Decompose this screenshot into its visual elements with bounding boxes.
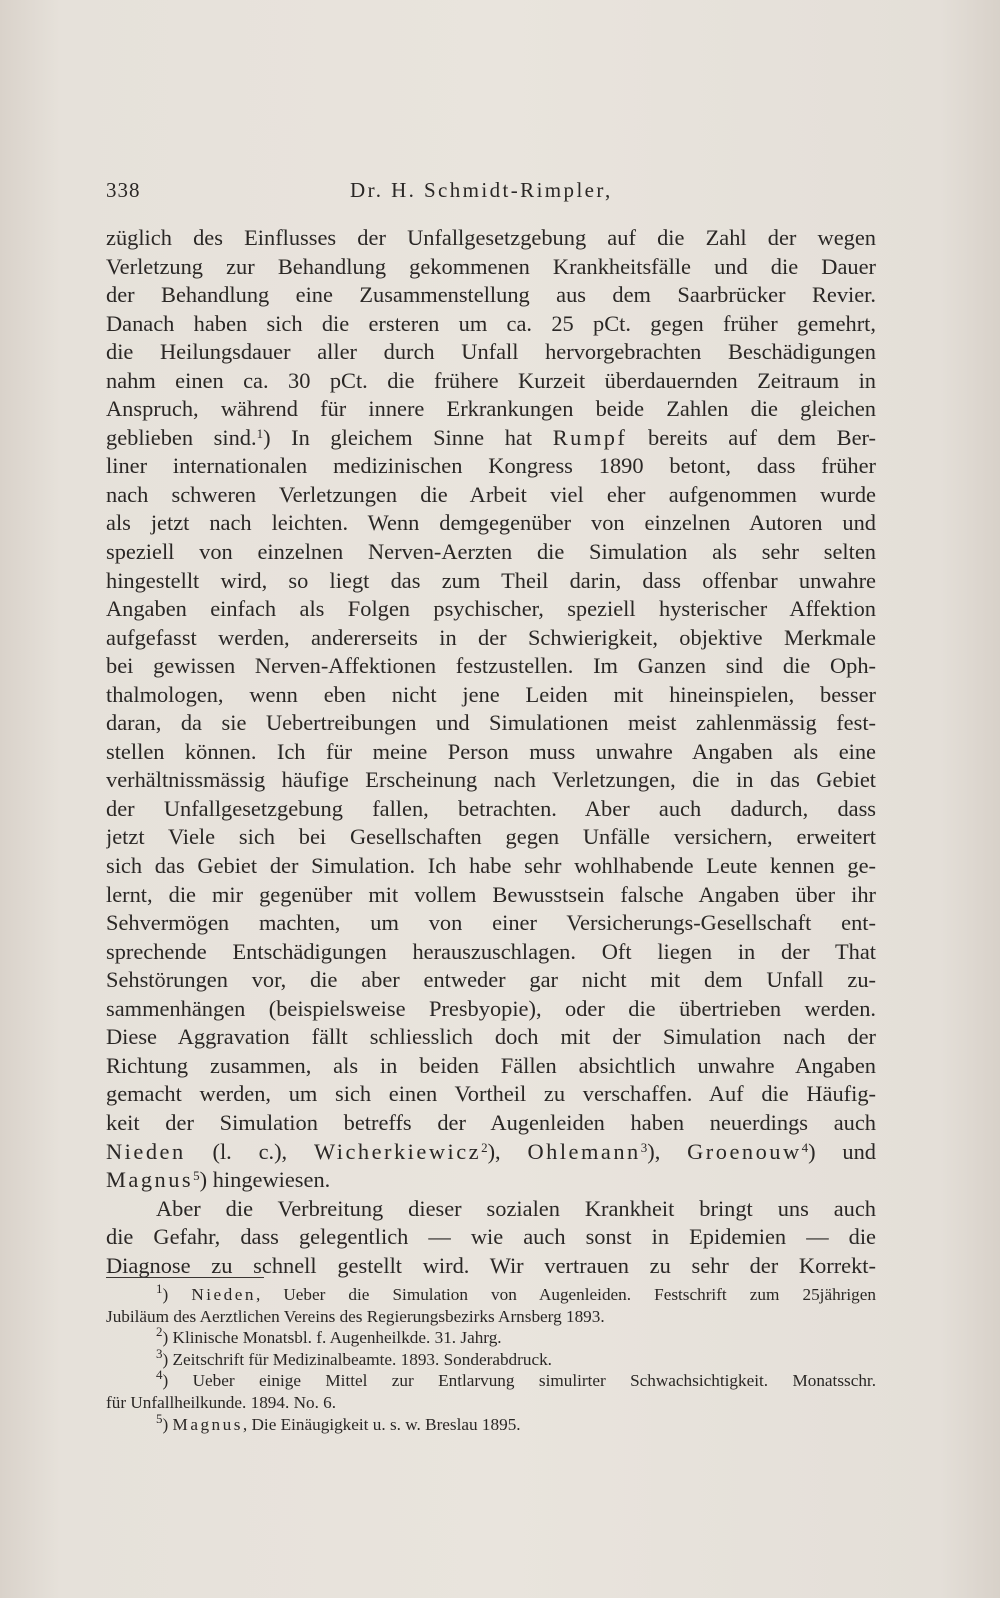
footnote-ref: 4	[801, 1139, 809, 1155]
text-line: speziell von einzelnen Nerven-Aerzten die Simulation als sehr selten	[106, 539, 876, 565]
footnote: $^1$) Nieden, Ueber die Simulation von Augenleiden. Festschrift zum 25jährigen	[156, 1284, 876, 1304]
person-name: Rumpf	[552, 424, 628, 450]
text-line: Diagnose zu schnell gestellt wird. Wir vertrauen zu sehr der Korrekt-	[106, 1252, 876, 1278]
text-line: lernt, die mir gegenüber mit vollem Bewusstsein falsche Angaben über ihr	[106, 881, 876, 907]
text-line: jetzt Viele sich bei Gesellschaften gegen Unfälle versichern, erweitert	[106, 824, 876, 850]
text-line: Diese Aggravation fällt schliesslich doch mit der Simulation nach der	[106, 1024, 876, 1050]
text-line: nach schweren Verletzungen die Arbeit viel eher aufgenommen wurde	[106, 481, 876, 507]
text-line: als jetzt nach leichten. Wenn demgegenüber von einzelnen Autoren und	[106, 510, 876, 536]
footnote: $^4$) Ueber einige Mittel zur Entlarvung simulirter Schwachsichtigkeit. Monatsschr.	[156, 1370, 876, 1391]
person-name: Ohlemann	[527, 1138, 641, 1164]
text-line: Nieden (l. c.), Wicherkiewicz$^2$), Ohlemann$^3$), Groenouw$^4$) und	[106, 1138, 876, 1164]
text-line: stellen können. Ich für meine Person muss unwahre Angaben als eine	[106, 738, 876, 764]
text-line: keit der Simulation betreffs der Augenleiden haben neuerdings auch	[106, 1109, 876, 1135]
text-line: Magnus$^5$) hingewiesen.	[106, 1167, 331, 1193]
footnotes	[106, 1284, 876, 1435]
footnote-ref: 3	[640, 1139, 648, 1155]
text-line: gemacht werden, um sich einen Vortheil zu verschaffen. Auf die Häufig-	[106, 1081, 876, 1107]
text-line: sprechende Entschädigungen herauszuschlagen. Oft liegen in der That	[106, 938, 876, 964]
text-line: bei gewissen Nerven-Affektionen festzustellen. Im Ganzen sind die Oph-	[106, 653, 876, 679]
page-header	[106, 178, 876, 210]
text-line: der Unfallgesetzgebung fallen, betrachten. Aber auch dadurch, dass	[106, 795, 876, 821]
text-line: der Behandlung eine Zusammenstellung aus dem Saarbrücker Revier.	[106, 282, 876, 308]
text-line: thalmologen, wenn eben nicht jene Leiden mit hineinspielen, besser	[106, 681, 876, 707]
person-name: Magnus	[172, 1414, 243, 1434]
footnote-ref: 1	[256, 425, 264, 441]
person-name: Nieden	[191, 1285, 256, 1304]
footnote: für Unfallheilkunde. 1894. No. 6.	[106, 1392, 337, 1412]
text-line: aufgefasst werden, andererseits in der Schwierigkeit, objektive Merkmale	[106, 624, 876, 650]
text-line: sammenhängen (beispielsweise Presbyopie), oder die übertrieben werden.	[106, 995, 876, 1021]
text-line: Angaben einfach als Folgen psychischer, speziell hysterischer Affektion	[106, 596, 876, 622]
footnote: Jubiläum des Aerztlichen Vereins des Regierungsbezirks Arnsberg 1893.	[106, 1306, 605, 1326]
text-line: nahm einen ca. 30 pCt. die frühere Kurzeit überdauernden Zeitraum in	[106, 367, 876, 393]
text-line: die Heilungsdauer aller durch Unfall hervorgebrachten Beschädigungen	[106, 339, 876, 365]
text-line: Anspruch, während für innere Erkrankungen beide Zahlen die gleichen	[106, 396, 876, 422]
person-name: Magnus	[106, 1167, 194, 1193]
footnote: $^5$) Magnus, Die Einäugigkeit u. s. w. Breslau 1895.	[156, 1413, 521, 1434]
text-line: Richtung zusammen, als in beiden Fällen absichtlich unwahre Angaben	[106, 1052, 876, 1078]
person-name: Wicherkiewicz	[313, 1138, 482, 1164]
text-line: die Gefahr, dass gelegentlich — wie auch sonst in Epidemien — die	[106, 1224, 876, 1250]
person-name: Groenouw	[687, 1138, 802, 1164]
text-line: liner internationalen medizinischen Kongress 1890 betont, dass früher	[106, 453, 876, 479]
footnote-ref: 5	[193, 1168, 200, 1184]
body-text	[106, 224, 876, 1280]
footnote: $^2$) Klinische Monatsbl. f. Augenheilkde. 31. Jahrg.	[156, 1327, 502, 1348]
text-line: sich das Gebiet der Simulation. Ich habe sehr wohlhabende Leute kennen ge-	[106, 853, 876, 879]
text-line: geblieben sind.$^1$) In gleichem Sinne hat Rumpf bereits auf dem Ber-	[106, 424, 876, 450]
page-number: 338	[106, 178, 141, 202]
text-line: Verletzung zur Behandlung gekommenen Krankheitsfälle und die Dauer	[106, 253, 876, 279]
text-line: Sehstörungen vor, die aber entweder gar nicht mit dem Unfall zu-	[106, 967, 876, 993]
footnote: $^3$) Zeitschrift für Medizinalbeamte. 1893. Sonderabdruck.	[156, 1348, 552, 1369]
text-line: Sehvermögen machten, um von einer Versicherungs-Gesellschaft ent-	[106, 910, 876, 936]
footnote-ref: 2	[481, 1139, 488, 1155]
text-line: daran, da sie Uebertreibungen und Simulationen meist zahlenmässig fest-	[106, 710, 876, 736]
footnote-divider	[106, 1277, 264, 1278]
text-line: verhältnissmässig häufige Erscheinung nach Verletzungen, die in das Gebiet	[106, 767, 876, 793]
text-line: züglich des Einflusses der Unfallgesetzgebung auf die Zahl der wegen	[106, 225, 876, 250]
running-head: Dr. H. Schmidt-Rimpler,	[350, 178, 613, 202]
text-line: hingestellt wird, so liegt das zum Theil darin, dass offenbar unwahre	[106, 567, 876, 593]
text-line: Aber die Verbreitung dieser sozialen Krankheit bringt uns auch	[156, 1195, 876, 1221]
text-line: Danach haben sich die ersteren um ca. 25 pCt. gegen früher gemehrt,	[106, 310, 876, 336]
person-name: Nieden	[106, 1138, 186, 1164]
